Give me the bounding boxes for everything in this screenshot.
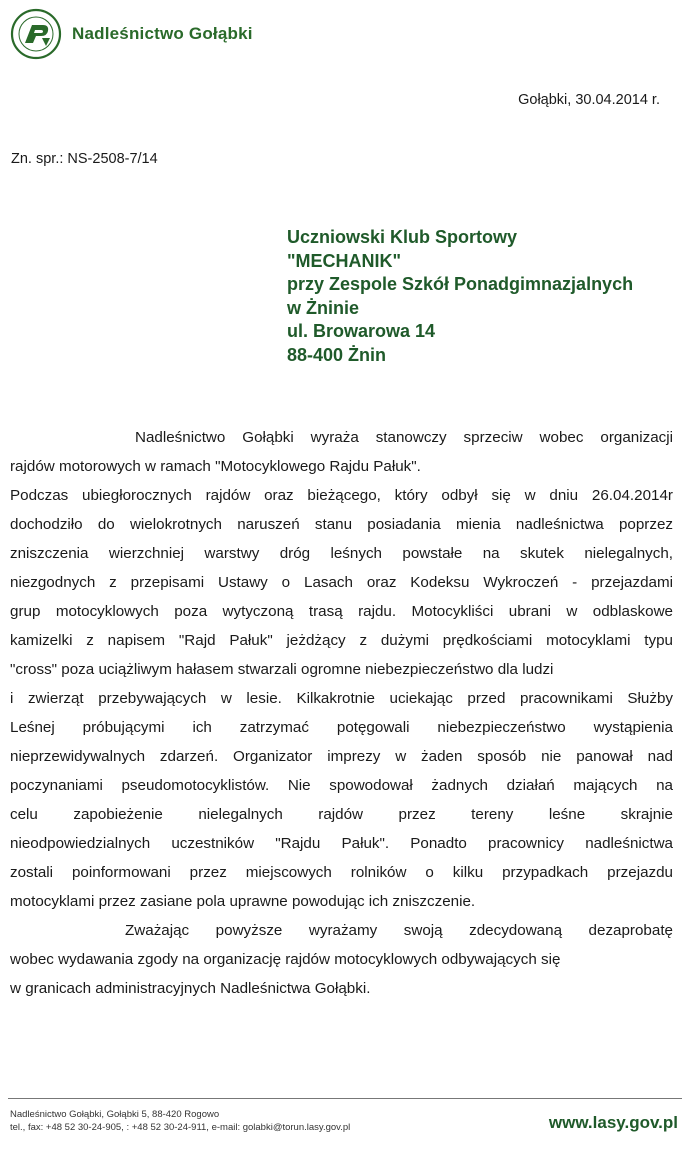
body-line: Leśnej próbującymi ich zatrzymać potęgowali niebezpieczeństwo wystąpienia — [10, 719, 673, 736]
body-line: niezgodnych z przepisami Ustawy o Lasach oraz Kodeksu Wykroczeń - przejazdami — [10, 574, 673, 591]
date-line: Gołąbki, 30.04.2014 r. — [518, 92, 660, 108]
letterhead — [10, 8, 253, 60]
body-line: poczynaniami pseudomotocyklistów. Nie spowodował żadnych działań mających na — [10, 777, 673, 794]
body-line: w granicach administracyjnych Nadleśnictwa Gołąbki. — [10, 980, 371, 997]
body-line: dochodziło do wielokrotnych naruszeń stanu posiadania mienia nadleśnictwa poprzez — [10, 516, 673, 533]
body-line: wobec wydawania zgody na organizację rajdów motocyklowych odbywających się — [10, 951, 561, 968]
footer-divider — [8, 1098, 682, 1099]
body-line: grup motocyklowych poza wytyczoną trasą rajdu. Motocykliści ubrani w odblaskowe — [10, 603, 673, 620]
lasy-panstwowe-logo-icon — [10, 8, 62, 60]
reference-number: Zn. spr.: NS-2508-7/14 — [11, 151, 158, 167]
body-line: "cross" poza uciążliwym hałasem stwarzali ogromne niebezpieczeństwo dla ludzi — [10, 661, 554, 678]
addressee-line: przy Zespole Szkół Ponadgimnazjalnych — [287, 274, 634, 294]
body-line: nieodpowiedzialnych uczestników "Rajdu Pałuk". Ponadto pracownicy nadleśnictwa — [10, 835, 673, 852]
organization-name: Nadleśnictwo Gołąbki — [72, 24, 253, 43]
body-line: Nadleśnictwo Gołąbki wyraża stanowczy sprzeciw wobec organizacji — [135, 429, 673, 446]
addressee-line: Uczniowski Klub Sportowy — [287, 227, 518, 247]
footer-contact: tel., fax: +48 52 30-24-905, : +48 52 30-24-911, e-mail: golabki@torun.lasy.gov.pl — [10, 1122, 351, 1133]
body-line: celu zapobieżenie nielegalnych rajdów przez tereny leśne skrajnie — [10, 806, 673, 823]
addressee-line: 88-400 Żnin — [287, 344, 387, 365]
body-line: zostali poinformowani przez miejscowych rolników o kilku przypadkach przejazdu — [10, 864, 673, 881]
body-line: nieprzewidywalnych zdarzeń. Organizator imprezy w żaden sposób nie panował nad — [10, 748, 673, 765]
addressee-block — [287, 226, 633, 367]
body-line: rajdów motorowych w ramach "Motocyklowego Rajdu Pałuk". — [10, 458, 421, 475]
addressee-line: ul. Browarowa 14 — [287, 321, 436, 341]
footer-website-link[interactable]: www.lasy.gov.pl — [548, 1113, 678, 1132]
letter-body — [10, 423, 673, 1003]
addressee-line: w Żninie — [287, 297, 359, 318]
body-line: i zwierząt przebywających w lesie. Kilkakrotnie uciekając przed pracownikami Służby — [10, 690, 673, 707]
footer-address-block — [10, 1108, 350, 1134]
addressee-line: "MECHANIK" — [287, 250, 402, 271]
footer-address: Nadleśnictwo Gołąbki, Gołąbki 5, 88-420 Rogowo — [10, 1109, 220, 1120]
body-line: zniszczenia wierzchniej warstwy dróg leśnych powstałe na skutek nielegalnych, — [10, 545, 673, 562]
body-line: kamizelki z napisem "Rajd Pałuk" jeżdżący z dużymi prędkościami motocyklami typu — [10, 632, 673, 649]
body-line: Zważając powyższe wyrażamy swoją zdecydowaną dezaprobatę — [125, 922, 673, 939]
body-line: motocyklami przez zasiane pola uprawne powodując ich zniszczenie. — [10, 893, 476, 910]
body-line: Podczas ubiegłorocznych rajdów oraz bieżącego, który odbył się w dniu 26.04.2014r — [10, 487, 673, 504]
